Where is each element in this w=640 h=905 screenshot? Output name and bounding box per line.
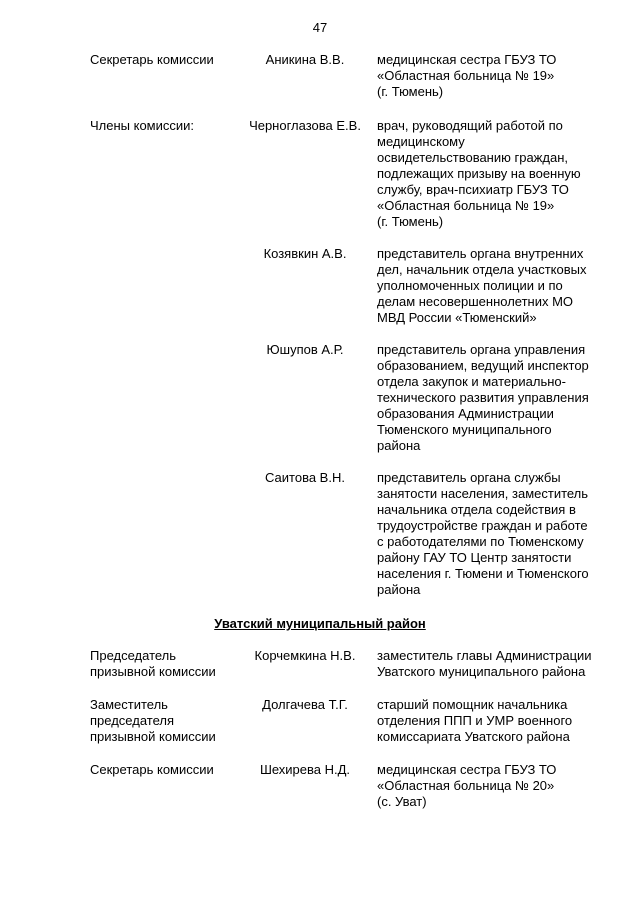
description-line: «Областная больница № 19» — [377, 68, 555, 83]
description-line: медицинская сестра ГБУЗ ТО — [377, 762, 557, 777]
description-line: «Областная больница № 20» — [377, 778, 555, 793]
member-description — [377, 697, 617, 745]
role-line: призывной комиссии — [90, 729, 216, 744]
member-description — [377, 470, 617, 598]
description-line: с работодателями по Тюменскому — [377, 534, 584, 549]
description-line: трудоустройстве граждан и работе — [377, 518, 588, 533]
role-line: Председатель — [90, 648, 177, 663]
description-line: образования Администрации — [377, 406, 554, 421]
description-line: занятости населения, заместитель — [377, 486, 589, 501]
description-line: врач, руководящий работой по — [377, 118, 563, 133]
role-line: председателя — [90, 713, 175, 728]
description-line: району ГАУ ТО Центр занятости — [377, 550, 572, 565]
member-role — [90, 118, 240, 134]
description-line: медицинская сестра ГБУЗ ТО — [377, 52, 557, 67]
description-line: уполномоченных полиции и по — [377, 278, 563, 293]
description-line: технического развития управления — [377, 390, 589, 405]
description-line: (г. Тюмень) — [377, 214, 444, 229]
role-line: Заместитель — [90, 697, 168, 712]
description-line: (г. Тюмень) — [377, 84, 444, 99]
description-line: (с. Уват) — [377, 794, 427, 809]
role-line: Члены комиссии: — [90, 118, 195, 133]
member-role — [90, 697, 240, 745]
member-name: Корчемкина Н.В. — [254, 648, 356, 663]
member-description — [377, 762, 617, 810]
member-name: Шехирева Н.Д. — [259, 762, 351, 777]
description-line: старший помощник начальника — [377, 697, 568, 712]
description-line: образованием, ведущий инспектор — [377, 358, 589, 373]
description-line: медицинскому — [377, 134, 465, 149]
member-description — [377, 648, 617, 680]
member-role — [90, 648, 240, 680]
role-line: Секретарь комиссии — [90, 52, 214, 67]
member-role — [90, 762, 240, 778]
description-line: отделения ППП и УМР военного — [377, 713, 573, 728]
member-name: Долгачева Т.Г. — [262, 697, 348, 712]
description-line: представитель органа внутренних — [377, 246, 584, 261]
description-line: отдела закупок и материально- — [377, 374, 566, 389]
member-description — [377, 118, 617, 230]
description-line: освидетельствованию граждан, — [377, 150, 568, 165]
description-line: представитель органа службы — [377, 470, 561, 485]
member-name: Черноглазова Е.В. — [249, 118, 361, 133]
description-line: заместитель главы Администрации — [377, 648, 592, 663]
description-line: МВД России «Тюменский» — [377, 310, 537, 325]
description-line: дел, начальник отдела участковых — [377, 262, 587, 277]
role-line: Секретарь комиссии — [90, 762, 214, 777]
description-line: начальника отдела содействия в — [377, 502, 576, 517]
description-line: района — [377, 582, 421, 597]
description-line: населения г. Тюмени и Тюменского — [377, 566, 589, 581]
member-name: Козявкин А.В. — [263, 246, 347, 261]
member-name: Юшупов А.Р. — [266, 342, 344, 357]
member-role — [90, 52, 240, 68]
member-description — [377, 246, 617, 326]
member-description — [377, 52, 617, 100]
member-name: Аникина В.В. — [265, 52, 345, 67]
description-line: района — [377, 438, 421, 453]
description-line: службу, врач-психиатр ГБУЗ ТО — [377, 182, 569, 197]
description-line: «Областная больница № 19» — [377, 198, 555, 213]
description-line: Тюменского муниципального — [377, 422, 552, 437]
description-line: делам несовершеннолетних МО — [377, 294, 574, 309]
member-name: Саитова В.Н. — [265, 470, 345, 485]
section-title: Уватский муниципальный район — [214, 616, 426, 631]
page-number: 47 — [312, 20, 328, 35]
description-line: подлежащих призыву на военную — [377, 166, 581, 181]
description-line: комиссариата Уватского района — [377, 729, 570, 744]
description-line: Уватского муниципального района — [377, 664, 586, 679]
description-line: представитель органа управления — [377, 342, 586, 357]
role-line: призывной комиссии — [90, 664, 216, 679]
member-description — [377, 342, 617, 454]
